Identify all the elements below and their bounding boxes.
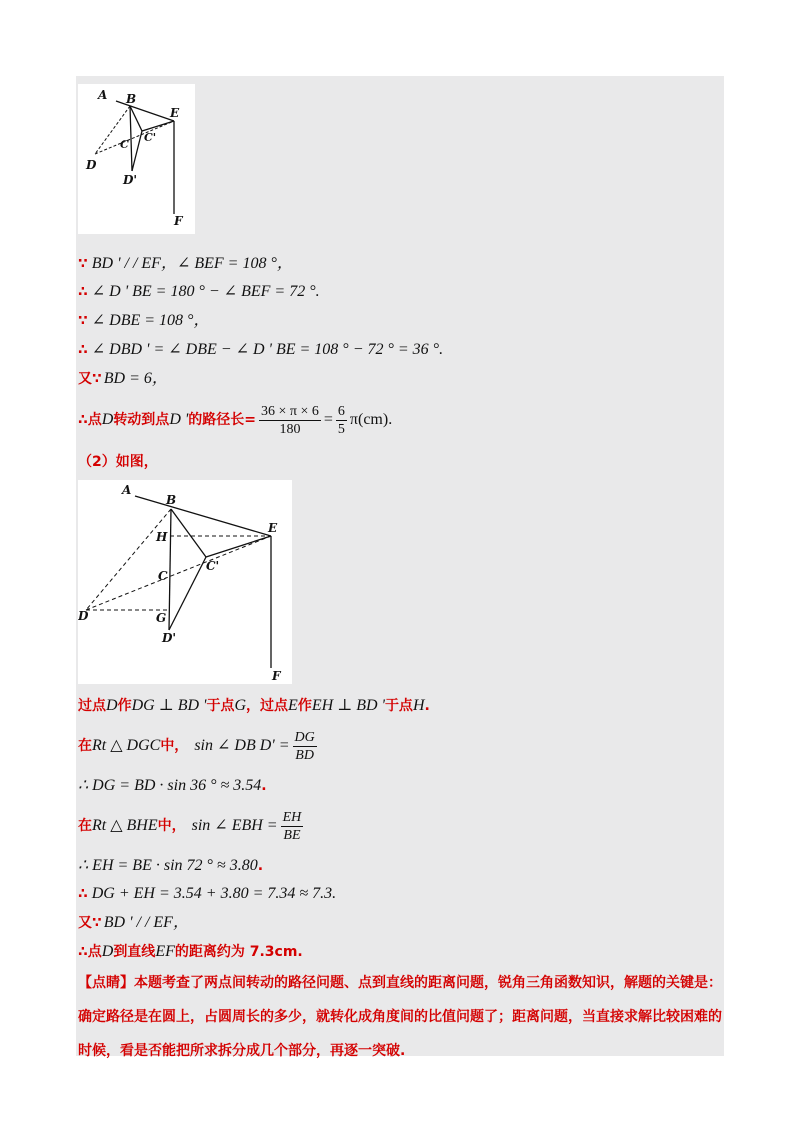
line-13: ∴ DG + EH = 3.54 + 3.80 = 7.34 ≈ 7.3. (78, 885, 337, 902)
line-9: 在 Rt △ DGC 中， sin ∠ DB D' = $\frac{DG}{BD}$ (78, 729, 315, 763)
line-3: ∵ ∠ DBE = 108 °， (78, 312, 210, 329)
fraction-path-length: $\frac{36 \times \pi \times 6}{180}$ (261, 403, 319, 437)
line-C2E (206, 536, 271, 557)
line-C2D2 (169, 557, 206, 630)
line-BC2 (171, 509, 206, 557)
key-point-note: 【点睛】本题考查了两点间转动的路径问题、点到直线的距离问题，锐角三角函数知识，解题的关键是：确定路径是在圆上，占圆周长的多少，就转化成角度间的比值问题了；距离问题，当直接求解比较困难的时候，看是否能把所求拆分成几个部分，再逐一突破. (78, 975, 722, 1059)
line-BD2 (130, 106, 132, 171)
line-12: ∴ EH = BE · sin 72 ° ≈ 3.80 . (78, 857, 264, 874)
line-DE-dashed (86, 536, 271, 610)
line-AE (116, 101, 174, 121)
line-4: ∴ ∠ DBD ' = ∠ DBE − ∠ D ' BE = 108 ° − 72 ° = 36 °. (78, 341, 444, 358)
label-D: D (86, 158, 97, 172)
line-7: （2）如图， (78, 454, 158, 470)
label-G: G (156, 611, 167, 625)
line-DE-dashed (95, 121, 174, 154)
label-A: A (98, 88, 108, 102)
fraction-EH-BE: $\frac{EH}{BE}$ (282, 809, 302, 843)
label-A: A (122, 483, 132, 497)
label-D: D (78, 609, 89, 623)
line-14: 又∵ BD ' / / EF， (78, 914, 189, 931)
label-D-prime: D' (162, 631, 177, 645)
label-F: F (272, 669, 281, 683)
line-1: ∵ BD ' / / EF，∠ BEF = 108 °， (78, 255, 293, 272)
label-C-prime: C' (144, 131, 157, 144)
line-C2D2 (132, 131, 142, 171)
label-C-prime: C' (206, 559, 220, 573)
fraction-DG-BD: $\frac{DG}{BD}$ (294, 729, 315, 763)
label-C: C (120, 138, 129, 151)
figure-1 (78, 84, 195, 234)
label-C: C (158, 569, 168, 583)
label-D-prime: D' (123, 173, 138, 187)
label-H: H (156, 530, 168, 544)
label-E: E (170, 106, 180, 120)
label-E: E (268, 521, 278, 535)
line-2: ∴ ∠ D ' BE = 180 ° − ∠ BEF = 72 °. (78, 283, 320, 300)
line-10: ∴ DG = BD · sin 36 ° ≈ 3.54 . (78, 777, 267, 794)
line-15: ∴点 D 到直线 EF 的距离约为 7.3cm. (78, 943, 303, 960)
line-8: 过点 D 作 DG ⊥ BD ' 于点 G ，过点 E 作 EH ⊥ BD ' 于点 H . (78, 697, 430, 714)
label-B: B (126, 92, 137, 106)
label-B: B (166, 493, 177, 507)
line-BD-dashed (86, 509, 171, 610)
line-BD2 (169, 509, 171, 630)
line-6: ∴点 D 转动到点 D ' 的路径长= $\frac{36 \times \pi \times 6}{180}$ = $\frac{6}{5}$ π(cm). (78, 403, 393, 437)
line-5: 又∵ BD = 6， (78, 370, 168, 387)
label-F: F (174, 214, 183, 228)
figure-2 (78, 480, 292, 684)
fraction-six-fifths: $\frac{6}{5}$ (337, 403, 345, 437)
line-11: 在 Rt △ BHE 中， sin ∠ EBH = $\frac{EH}{BE}$ (78, 809, 302, 843)
